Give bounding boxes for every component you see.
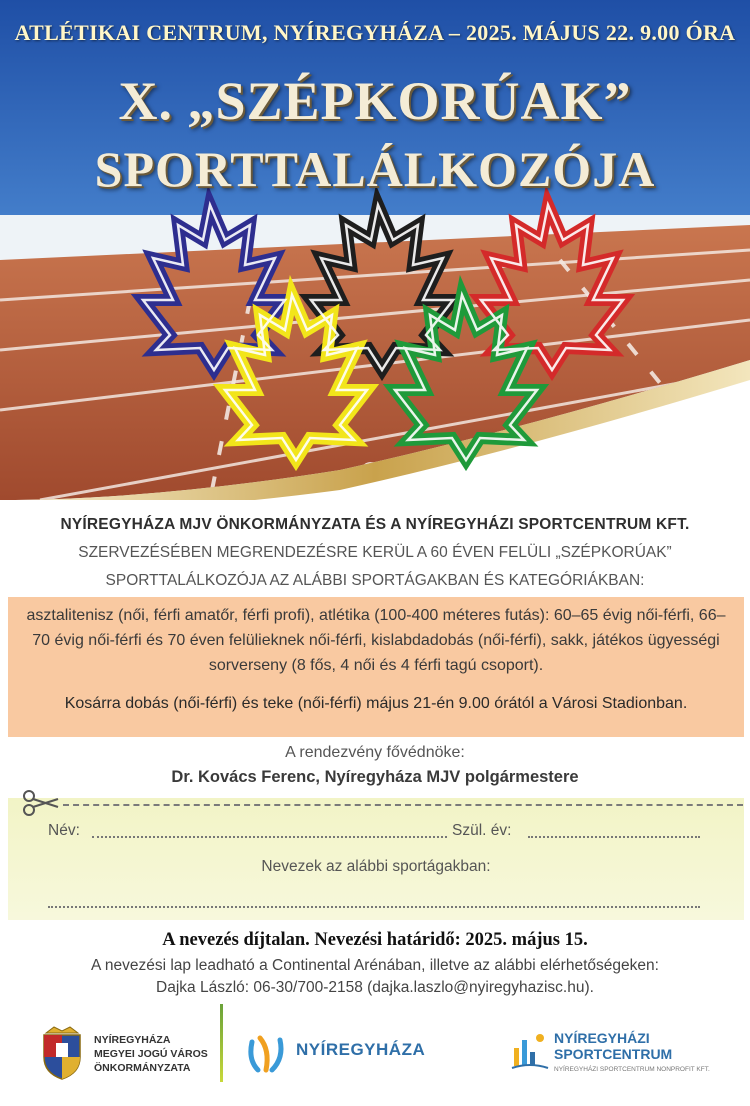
event-title-line1: X. „SZÉPKORÚAK” [118, 71, 632, 131]
organizers-line2: SZERVEZÉSÉBEN MEGRENDEZÉSRE KERÜL A 60 ÉVEN FELÜLI „SZÉPKORÚAK” [78, 544, 672, 561]
patron-name: Dr. Kovács Ferenc, Nyíregyháza MJV polgármestere [171, 768, 579, 786]
city-crest-icon [38, 1025, 86, 1081]
patron-label: A rendezvény fővédnöke: [285, 744, 465, 761]
sportcentrum-name: NYÍREGYHÁZI SPORTCENTRUM [554, 1030, 673, 1062]
sports-box [8, 597, 744, 737]
nyiregyhaza-brand-logo [244, 1030, 434, 1080]
contact-info: Dajka László: 06-30/700-2158 (dajka.laszlo@nyiregyhazisc.hu). [156, 979, 594, 996]
city-council-logo [38, 1025, 228, 1085]
sportcentrum-emblem-icon [510, 1028, 550, 1072]
birth-year-field[interactable] [528, 836, 700, 838]
enroll-label: Nevezek az alábbi sportágakban: [261, 858, 491, 875]
cut-line [63, 804, 743, 806]
submission-info: A nevezési lap leadható a Continental Arénában, illetve az alábbi elérhetőségeken: [91, 957, 659, 974]
city-council-name: NYÍREGYHÁZA MEGYEI JOGÚ VÁROS ÖNKORMÁNYZATA [94, 1034, 208, 1074]
name-field[interactable] [92, 836, 447, 838]
sports-note: Kosárra dobás (női-férfi) és teke (női-férfi) május 21-én 9.00 órától a Városi Stadionban. [64, 695, 688, 712]
sports-list: asztalitenisz (női, férfi amatőr, férfi profi), atlétika (100-400 méteres futás): 60–65 évig női-férfi, 66–70 évig női-férfi és 70 éven felülieknek női-férfi, kislabdadobás (női-férfi), sakk, játékos ügyességi sorverseny (8 fős, 4 női és 4 férfi tagú csoport). [26, 607, 726, 674]
event-title-line2: SPORTTALÁLKOZÓJA [94, 141, 656, 197]
hero-banner [0, 0, 750, 500]
registration-form [8, 798, 744, 920]
sportcentrum-subtitle: NYÍREGYHÁZI SPORTCENTRUM NONPROFIT KFT. [554, 1066, 710, 1073]
organizers-line3: SPORTTALÁLKOZÓJA AZ ALÁBBI SPORTÁGAKBAN ÉS KATEGÓRIÁKBAN: [105, 572, 645, 589]
name-label: Név: [48, 822, 80, 839]
sportcentrum-logo [510, 1028, 720, 1084]
nyiregyhaza-brand-text: NYÍREGYHÁZA [296, 1040, 426, 1059]
nyiregyhaza-emblem-icon [244, 1030, 290, 1076]
fee-deadline-line: A nevezés díjtalan. Nevezési határidő: 2025. május 15. [162, 930, 588, 950]
birth-year-label: Szül. év: [452, 822, 512, 839]
sports-field[interactable] [48, 906, 700, 908]
event-date-line: ATLÉTIKAI CENTRUM, NYÍREGYHÁZA – 2025. MÁJUS 22. 9.00 ÓRA [14, 20, 736, 45]
logo-divider [220, 1004, 223, 1082]
scissors-icon [22, 789, 60, 817]
organizers-line1: NYÍREGYHÁZA MJV ÖNKORMÁNYZATA ÉS A NYÍREGYHÁZI SPORTCENTRUM KFT. [60, 516, 690, 533]
